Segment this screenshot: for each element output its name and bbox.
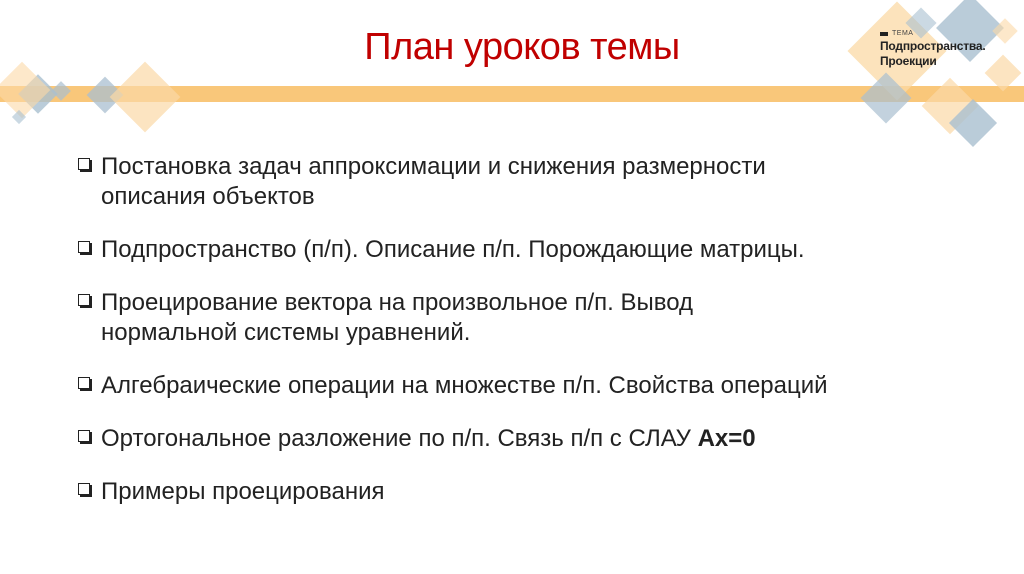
topic-name-line1: Подпространства. bbox=[880, 39, 986, 53]
list-item bbox=[78, 152, 978, 212]
list-item bbox=[78, 235, 978, 265]
topic-name-line2: Проекции bbox=[880, 54, 937, 68]
list-item-text: Проецирование вектора на произвольное п/п. Вывод bbox=[101, 289, 694, 316]
topic-tag-text: ТЕМА bbox=[892, 30, 914, 37]
decor-diamond bbox=[110, 62, 181, 133]
checkbox-bullet-icon bbox=[78, 377, 90, 389]
list-item-text: Алгебраические операции на множестве п/п. Свойства операций bbox=[101, 372, 828, 399]
list-item bbox=[78, 477, 978, 507]
checkbox-bullet-icon bbox=[78, 294, 90, 306]
checkbox-bullet-icon bbox=[78, 483, 90, 495]
slide-title: План уроков темы bbox=[364, 26, 680, 68]
list-item-text: Подпространство (п/п). Описание п/п. Порождающие матрицы. bbox=[101, 236, 805, 263]
list-item-text: Ортогональное разложение по п/п. Связь п/п с СЛАУ bbox=[101, 425, 698, 452]
list-item bbox=[78, 288, 978, 348]
decor-diamond bbox=[0, 62, 50, 119]
list-item-text-wrap bbox=[101, 424, 978, 454]
list-item-text: Примеры проецирования bbox=[101, 478, 385, 505]
checkbox-bullet-icon bbox=[78, 430, 90, 442]
list-item-text: Постановка задач аппроксимации и снижения размерности bbox=[101, 153, 766, 180]
checkbox-bullet-icon bbox=[78, 158, 90, 170]
lesson-list bbox=[78, 152, 978, 530]
topic-label-block bbox=[880, 30, 1020, 69]
list-item bbox=[78, 371, 978, 401]
list-item bbox=[78, 424, 978, 454]
checkbox-bullet-icon bbox=[78, 241, 90, 253]
equation-text: Ax=0 bbox=[697, 425, 756, 452]
topic-tag bbox=[880, 30, 1020, 37]
topic-mark-icon bbox=[880, 32, 888, 36]
list-item-text: описания объектов bbox=[101, 183, 315, 210]
list-item-text: нормальной системы уравнений. bbox=[101, 319, 471, 346]
topic-name bbox=[880, 39, 1020, 69]
